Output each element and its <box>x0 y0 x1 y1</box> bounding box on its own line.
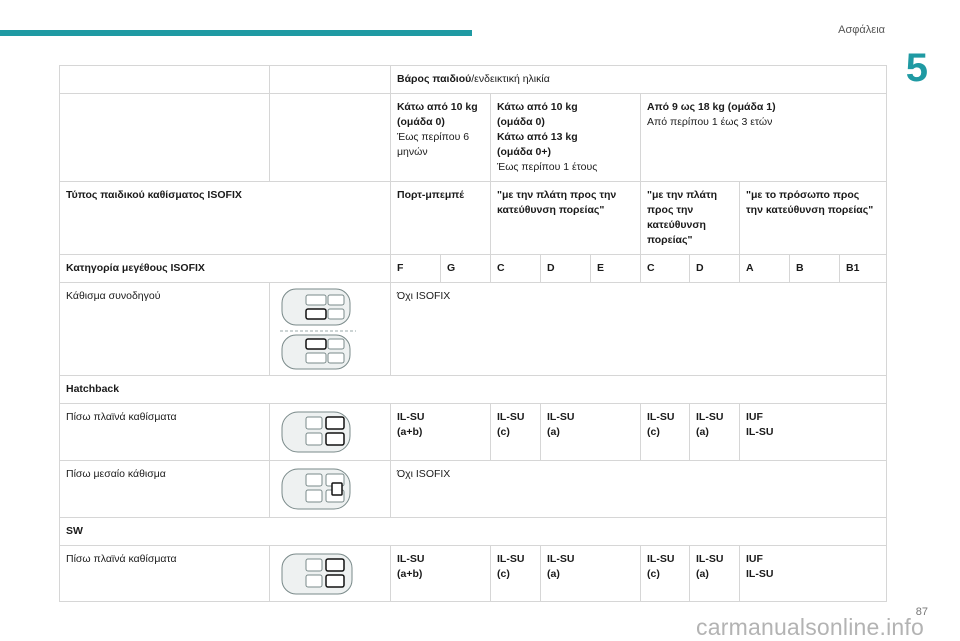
size-label: Κατηγορία μεγέθους ISOFIX <box>60 255 270 283</box>
row-hatchback-rear-side <box>60 404 887 461</box>
car-top-icon <box>280 408 356 454</box>
type-front: "με το πρόσωπο προς την κατεύθυνση πορείας" <box>740 182 887 255</box>
row-type <box>60 182 887 255</box>
top-accent-bar <box>0 30 472 36</box>
sw-c: IL-SU (c) <box>491 546 541 602</box>
sw-front: IUF IL-SU <box>740 546 887 602</box>
hb-c2: IL-SU (c) <box>641 404 690 461</box>
size-class: G <box>441 255 491 283</box>
page-number: 87 <box>915 606 928 618</box>
car-top-icon <box>280 550 356 596</box>
type-rear1: "με την πλάτη προς την κατεύθυνση πορείας" <box>491 182 641 255</box>
row-sw-rear-side <box>60 546 887 602</box>
group-1: Από 9 ως 18 kg (ομάδα 1) Από περίπου 1 έως 3 ετών <box>641 94 887 182</box>
size-class: B1 <box>840 255 887 283</box>
size-class: C <box>491 255 541 283</box>
passenger-label: Κάθισμα συνοδηγού <box>60 283 270 376</box>
hb-fg: IL-SU (a+b) <box>391 404 491 461</box>
car-diagram-sw-rear-side <box>270 546 391 602</box>
hb-c: IL-SU (c) <box>491 404 541 461</box>
car-diagram-hb-rear-side <box>270 404 391 461</box>
row-hatchback-title <box>60 376 887 404</box>
hb-rear-side-label: Πίσω πλαϊνά καθίσματα <box>60 404 270 461</box>
section-title: Ασφάλεια <box>838 24 885 36</box>
sw-d2: IL-SU (a) <box>690 546 740 602</box>
sw-de: IL-SU (a) <box>541 546 641 602</box>
car-top-icon <box>280 465 356 511</box>
sw-title: SW <box>60 518 887 546</box>
passenger-value: Όχι ISOFIX <box>391 283 887 376</box>
row-hatchback-rear-middle <box>60 461 887 518</box>
hb-de: IL-SU (a) <box>541 404 641 461</box>
row-groups <box>60 94 887 182</box>
size-class: C <box>641 255 690 283</box>
size-class: A <box>740 255 790 283</box>
car-diagram-hb-rear-middle <box>270 461 391 518</box>
type-porte: Πορτ-μπεμπέ <box>391 182 491 255</box>
isofix-table <box>59 65 887 602</box>
sw-c2: IL-SU (c) <box>641 546 690 602</box>
row-weight-header <box>60 66 887 94</box>
car-top-icon <box>280 287 356 371</box>
size-class: B <box>790 255 840 283</box>
sw-fg: IL-SU (a+b) <box>391 546 491 602</box>
car-diagram-passenger <box>270 283 391 376</box>
watermark: carmanualsonline.info <box>696 614 924 640</box>
type-rear2: "με την πλάτη προς την κατεύθυνση πορείας" <box>641 182 740 255</box>
weight-header: Βάρος παιδιού/ενδεικτική ηλικία <box>391 66 887 94</box>
group-0: Κάτω από 10 kg (ομάδα 0) Έως περίπου 6 μηνών <box>391 94 491 182</box>
row-passenger <box>60 283 887 376</box>
hb-rear-middle-label: Πίσω μεσαίο κάθισμα <box>60 461 270 518</box>
hb-rear-middle-value: Όχι ISOFIX <box>391 461 887 518</box>
size-class: F <box>391 255 441 283</box>
hb-d2: IL-SU (a) <box>690 404 740 461</box>
size-class: D <box>541 255 591 283</box>
hb-front: IUF IL-SU <box>740 404 887 461</box>
sw-rear-side-label: Πίσω πλαϊνά καθίσματα <box>60 546 270 602</box>
hatchback-title: Hatchback <box>60 376 887 404</box>
size-class: D <box>690 255 740 283</box>
row-size <box>60 255 887 283</box>
type-label: Τύπος παιδικού καθίσματος ISOFIX <box>60 182 270 255</box>
row-sw-title <box>60 518 887 546</box>
group-0plus: Κάτω από 10 kg (ομάδα 0) Κάτω από 13 kg (ομάδα 0+) Έως περίπου 1 έτους <box>491 94 641 182</box>
size-class: E <box>591 255 641 283</box>
chapter-number: 5 <box>905 46 928 90</box>
